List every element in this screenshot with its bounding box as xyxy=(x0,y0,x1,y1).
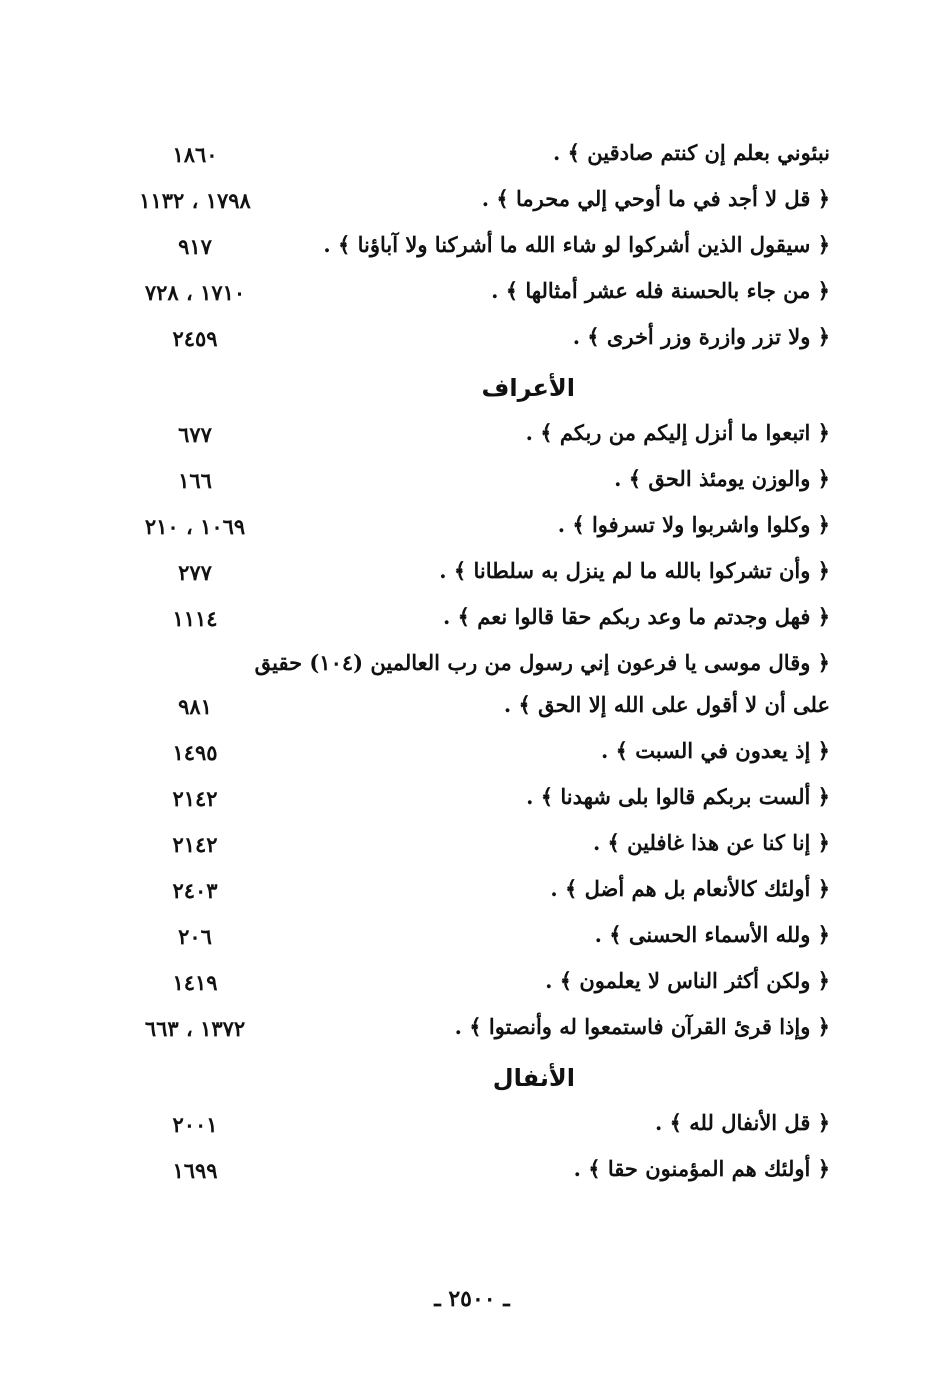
reference-numbers: ٢٠٠١ xyxy=(172,1112,218,1137)
reference-numbers: ١٨٦٠ xyxy=(172,142,218,167)
reference-numbers: ٢٧٧ xyxy=(178,560,212,585)
index-row xyxy=(110,962,830,1008)
reference-numbers: ٩١٧ xyxy=(178,234,212,259)
index-row xyxy=(110,552,830,598)
surah-heading-araf xyxy=(110,364,830,414)
verse-text: على أن لا أقول على الله إلا الحق ﴾ . xyxy=(503,692,830,717)
verse-text: ﴿ أولئك كالأنعام بل هم أضل ﴾ . xyxy=(550,876,830,901)
reference-numbers: ١٣٧٢ ، ٦٦٣ xyxy=(144,1016,246,1041)
verse-text: ﴿ من جاء بالحسنة فله عشر أمثالها ﴾ . xyxy=(491,278,830,303)
verse-text: ﴿ وإذا قرئ القرآن فاستمعوا له وأنصتوا ﴾ . xyxy=(454,1014,830,1039)
verse-text: ﴿ اتبعوا ما أنزل إليكم من ربكم ﴾ . xyxy=(525,420,830,445)
surah-title: الأنفال xyxy=(492,1064,575,1092)
index-row xyxy=(110,226,830,272)
verse-text: ﴿ سيقول الذين أشركوا لو شاء الله ما أشركنا ولا آباؤنا ﴾ . xyxy=(323,232,830,257)
index-row xyxy=(110,134,830,180)
index-row xyxy=(110,686,830,732)
verse-text: ﴿ أولئك هم المؤمنون حقا ﴾ . xyxy=(573,1156,830,1181)
reference-numbers: ١٧٩٨ ، ١١٣٢ xyxy=(139,188,251,213)
index-row xyxy=(110,598,830,644)
index-row xyxy=(110,180,830,226)
page-number: ـ ٢٥٠٠ ـ xyxy=(434,1286,510,1312)
surah-heading-anfal xyxy=(110,1054,830,1104)
verse-text: ﴿ ولا تزر وازرة وزر أخرى ﴾ . xyxy=(572,324,830,349)
verse-text: ﴿ وأن تشركوا بالله ما لم ينزل به سلطانا ﴾ . xyxy=(439,558,830,583)
verse-text: ﴿ قل لا أجد في ما أوحي إلي محرما ﴾ . xyxy=(481,186,830,211)
index-row xyxy=(110,778,830,824)
index-row xyxy=(110,506,830,552)
verse-text: ﴿ والوزن يومئذ الحق ﴾ . xyxy=(614,466,830,491)
reference-numbers: ٢١٤٢ xyxy=(172,832,218,857)
index-row xyxy=(110,318,830,364)
verse-text: ﴿ وقال موسى يا فرعون إني رسول من رب العالمين (١٠٤) حقيق xyxy=(254,650,830,675)
reference-numbers: ٢١٤٢ xyxy=(172,786,218,811)
reference-numbers: ١٧١٠ ، ٧٢٨ xyxy=(144,280,246,305)
reference-numbers: ٩٨١ xyxy=(178,694,212,719)
reference-numbers: ٢٤٠٣ xyxy=(172,878,218,903)
verse-text: ﴿ إنا كنا عن هذا غافلين ﴾ . xyxy=(592,830,830,855)
surah-title: الأعراف xyxy=(481,374,575,402)
index-row-multiline-start xyxy=(110,644,830,686)
verse-text: نبئوني بعلم إن كنتم صادقين ﴾ . xyxy=(553,140,830,165)
reference-numbers: ١٤١٩ xyxy=(172,970,218,995)
reference-numbers: ١٤٩٥ xyxy=(172,740,218,765)
index-row xyxy=(110,1150,830,1196)
index-row xyxy=(110,870,830,916)
reference-numbers: ١١١٤ xyxy=(172,606,218,631)
index-row xyxy=(110,1008,830,1054)
index-row xyxy=(110,272,830,318)
reference-numbers: ٢٠٦ xyxy=(178,924,212,949)
verse-index-list xyxy=(110,134,830,1196)
index-row xyxy=(110,1104,830,1150)
verse-text: ﴿ ولكن أكثر الناس لا يعلمون ﴾ . xyxy=(545,968,830,993)
index-row xyxy=(110,414,830,460)
verse-text: ﴿ ولله الأسماء الحسنى ﴾ . xyxy=(594,922,830,947)
index-row xyxy=(110,732,830,778)
reference-numbers: ١٦٦ xyxy=(178,468,212,493)
index-row xyxy=(110,916,830,962)
verse-text: ﴿ ألست بربكم قالوا بلى شهدنا ﴾ . xyxy=(526,784,830,809)
reference-numbers: ٢٤٥٩ xyxy=(172,326,218,351)
verse-text: ﴿ فهل وجدتم ما وعد ربكم حقا قالوا نعم ﴾ . xyxy=(443,604,830,629)
verse-text: ﴿ قل الأنفال لله ﴾ . xyxy=(655,1110,830,1135)
index-row xyxy=(110,460,830,506)
reference-numbers: ١٦٩٩ xyxy=(172,1158,218,1183)
index-row xyxy=(110,824,830,870)
reference-numbers: ٦٧٧ xyxy=(178,422,212,447)
verse-text: ﴿ وكلوا واشربوا ولا تسرفوا ﴾ . xyxy=(557,512,830,537)
reference-numbers: ١٠٦٩ ، ٢١٠ xyxy=(144,514,246,539)
verse-text: ﴿ إذ يعدون في السبت ﴾ . xyxy=(600,738,830,763)
